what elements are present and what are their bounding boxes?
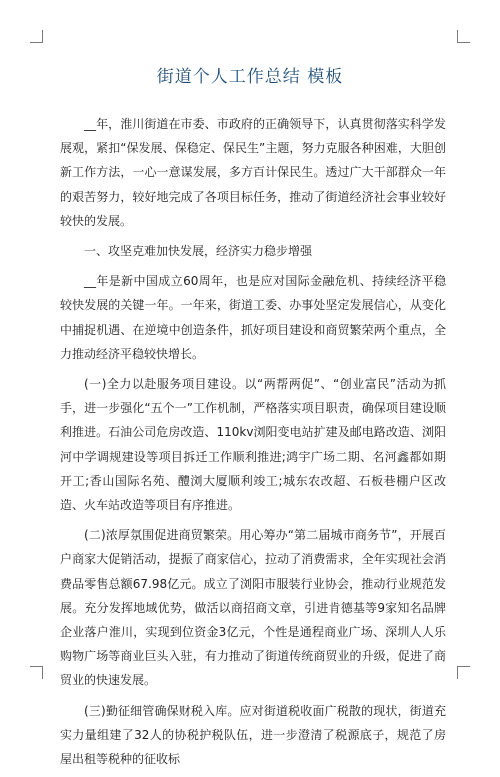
document-body: [60, 112, 446, 777]
crop-mark-top-left: [30, 30, 43, 43]
section-heading: 一、攻坚克难加快发展，经济实力稳步增强: [84, 244, 313, 259]
paragraph-commerce: (二)浓厚氛围促进商贸繁荣。用心筹办“第二届城市商务节”，开展百户商家大促销活动，提振了商家信心，拉动了消费需求，全年实现社会消费品零售总额67.98亿元。成立了浏阳市服装行业协会，推动行业规范发展。充分发挥地域优势，做活以商招商文章，引进肯德基等9家知名品牌企业落户淮川，实现到位资金3亿元，个性是通程商业广场、深圳人人乐购物广场等商业巨头入驻，有力推动了街道传统商贸业的升级，促进了商贸业的快速发展。: [60, 528, 446, 688]
crop-mark-top-right: [457, 30, 470, 43]
document-title: 街道个人工作总结 模板: [156, 67, 344, 87]
paragraph-tax: (三)勤征细管确保财税入库。应对街道税收面广税散的现状，街道充实力量组建了32人的协税护税队伍，进一步澄清了税源底子，规范了房屋出租等税种的征收标: [60, 703, 446, 767]
crop-mark-bottom-right: [457, 666, 470, 679]
paragraph-intro: __年，淮川街道在市委、市政府的正确领导下，认真贯彻落实科学发展观，紧扣“保发展、保稳定、保民生”主题，努力克服各种困难，大胆创新工作方法，一心一意谋发展，多方百计保民生。透过广大干部群众一年的艰苦努力，较好地完成了各项目标任务，推动了街道经济社会事业较好较快的发展。: [60, 117, 446, 228]
paragraph-project-construction: (一)全力以赴服务项目建设。以“两帮两促”、“创业富民”活动为抓手，进一步强化“五个一”工作机制，严格落实项目职责，确保项目建设顺利推进。石油公司危房改造、110kv浏阳变电站扩建及邮电路改造、浏阳河中学调规建设等项目拆迁工作顺利推进;鸿宇广场二期、名河鑫都如期开工;香山国际名苑、醴浏大厦顺利竣工;城东农改超、石板巷棚户区改造、火车站改造等项目有序推进。: [60, 377, 446, 513]
paragraph-overview: __年是新中国成立60周年，也是应对国际金融危机、持续经济平稳较快发展的关键一年。一年来，街道工委、办事处坚定发展信心，从变化中捕捉机遇、在逆境中创造条件，抓好项目建设和商贸繁荣两个重点，全力推动经济平稳较快增长。: [60, 274, 446, 361]
crop-mark-bottom-left: [30, 666, 43, 679]
